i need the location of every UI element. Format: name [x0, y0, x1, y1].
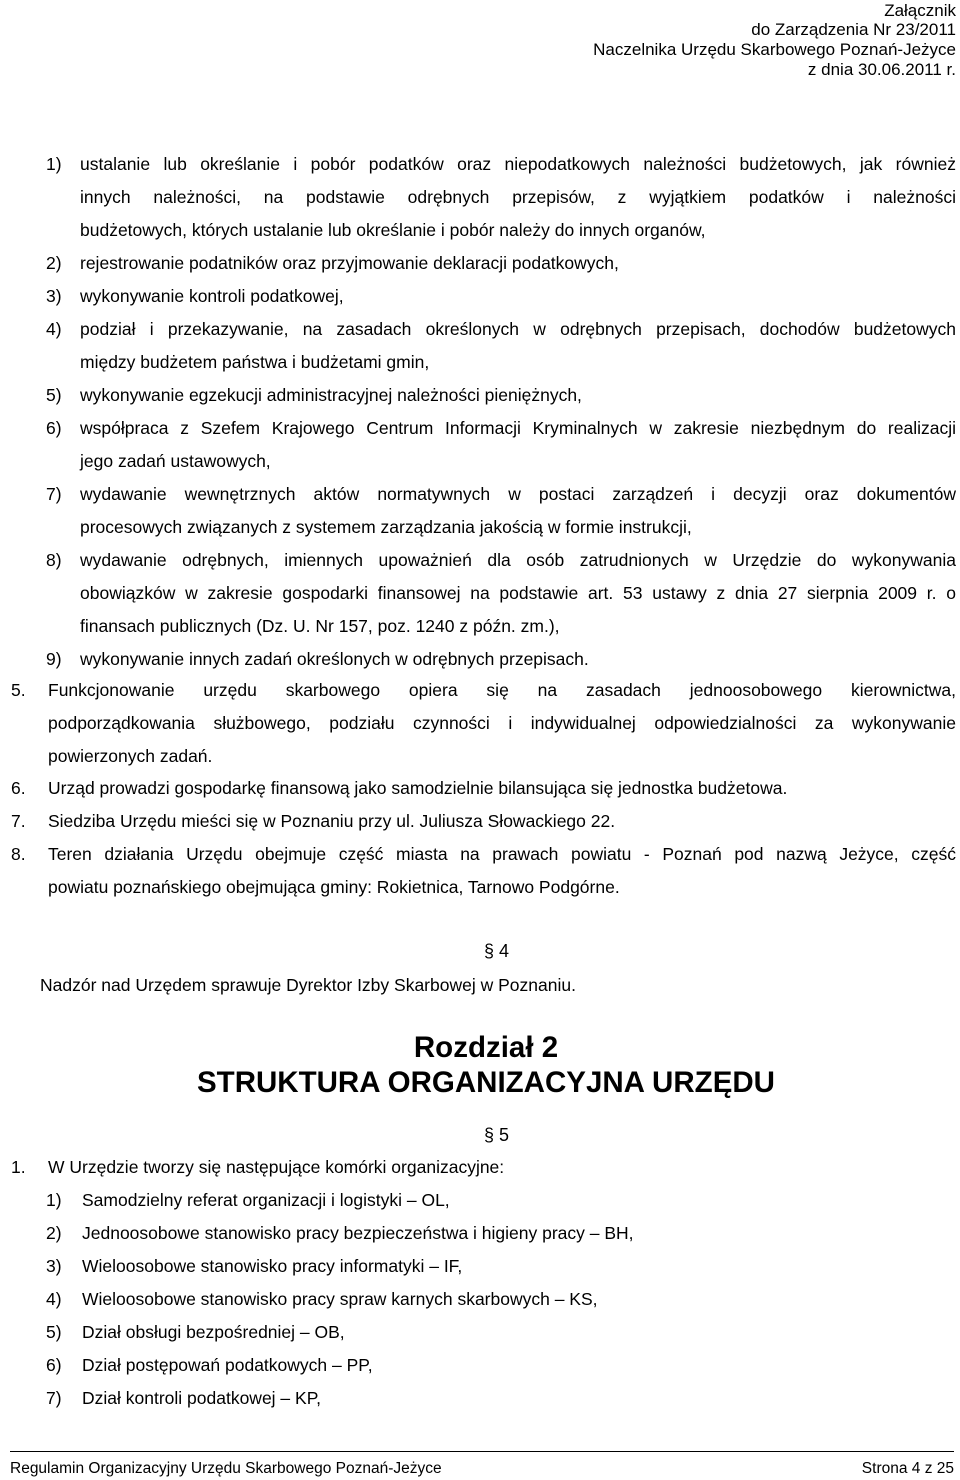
point-text: Teren działania Urzędu obejmuje część miasta na prawach powiatu - Poznań pod nazwą Jeżyce, część — [48, 844, 956, 864]
list-item-text: finansach publicznych (Dz. U. Nr 157, poz. 1240 z późn. zm.), — [80, 616, 560, 636]
list-item-number: 7) — [46, 1388, 62, 1408]
list-item-text: wykonywanie egzekucji administracyjnej należności pieniężnych, — [80, 385, 582, 405]
list-item-number: 8) — [46, 550, 62, 570]
list-item-number: 5) — [46, 1322, 62, 1342]
list-item-text: wykonywanie innych zadań określonych w odrębnych przepisach. — [80, 649, 589, 669]
header-order-number: do Zarządzenia Nr 23/2011 — [751, 20, 956, 39]
point-text: podporządkowania służbowego, podziału czynności i indywidualnej odpowiedzialności za wykonywanie — [48, 713, 956, 733]
list-item-text: Dział obsługi bezpośredniej – OB, — [82, 1322, 345, 1342]
list-item-text: wydawanie wewnętrznych aktów normatywnych w postaci zarządzeń i decyzji oraz dokumentów — [80, 484, 956, 504]
point-text: Urząd prowadzi gospodarkę finansową jako samodzielnie bilansująca się jednostka budżetowa. — [48, 778, 788, 798]
list-item-number: 2) — [46, 253, 62, 273]
list-item-text: Jednoosobowe stanowisko pracy bezpieczeństwa i higieny pracy – BH, — [82, 1223, 634, 1243]
list-item-text: budżetowych, których ustalanie lub określanie i pobór należy do innych organów, — [80, 220, 706, 240]
list-item-number: 6) — [46, 418, 62, 438]
list-item-text: między budżetem państwa i budżetami gmin, — [80, 352, 430, 372]
list-item-text: Wieloosobowe stanowisko pracy spraw karnych skarbowych – KS, — [82, 1289, 598, 1309]
list-item-text: Samodzielny referat organizacji i logistyki – OL, — [82, 1190, 450, 1210]
list-item-text: jego zadań ustawowych, — [80, 451, 271, 471]
list-item-text: współpraca z Szefem Krajowego Centrum Informacji Kryminalnych w zakresie niezbędnym do realizacji — [80, 418, 956, 438]
point-number: 7. — [11, 811, 26, 831]
list-item-text: wykonywanie kontroli podatkowej, — [80, 286, 344, 306]
section-5-intro: W Urzędzie tworzy się następujące komórki organizacyjne: — [48, 1157, 505, 1177]
list-item-number: 2) — [46, 1223, 62, 1243]
list-item-number: 7) — [46, 484, 62, 504]
point-number: 6. — [11, 778, 26, 798]
list-item-number: 1) — [46, 154, 62, 174]
point-text: Funkcjonowanie urzędu skarbowego opiera się na zasadach jednoosobowego kierownictwa, — [48, 680, 956, 700]
list-item-text: procesowych związanych z systemem zarządzania jakością w formie instrukcji, — [80, 517, 692, 537]
point-text: Siedziba Urzędu mieści się w Poznaniu przy ul. Juliusza Słowackiego 22. — [48, 811, 616, 831]
chapter-subtitle: STRUKTURA ORGANIZACYJNA URZĘDU — [197, 1066, 775, 1099]
page-footer — [10, 1451, 954, 1478]
list-item-text: Wieloosobowe stanowisko pracy informatyki – IF, — [82, 1256, 463, 1276]
list-item-text: ustalanie lub określanie i pobór podatków oraz niepodatkowych należności budżetowych, jak również — [80, 154, 956, 174]
list-item-text: rejestrowanie podatników oraz przyjmowanie deklaracji podatkowych, — [80, 253, 619, 273]
list-item-number: 6) — [46, 1355, 62, 1375]
section-5-mark: § 5 — [484, 1125, 510, 1145]
chapter-title: Rozdział 2 — [413, 1031, 559, 1064]
list-item-text: Dział kontroli podatkowej – KP, — [82, 1388, 321, 1408]
list-item-text: obowiązków w zakresie gospodarki finansowej na podstawie art. 53 ustawy z dnia 27 sierpnia 2009 r. o — [80, 583, 956, 603]
section-4-text: Nadzór nad Urzędem sprawuje Dyrektor Izby Skarbowej w Poznaniu. — [40, 975, 576, 995]
list-item-number: 4) — [46, 319, 62, 339]
list-item-text: wydawanie odrębnych, imiennych upoważnień dla osób zatrudnionych w Urzędzie do wykonywania — [80, 550, 956, 570]
header-issuer: Naczelnika Urzędu Skarbowego Poznań-Jeżyce — [593, 40, 956, 59]
list-item-text: podział i przekazywanie, na zasadach określonych w odrębnych przepisach, dochodów budżetowych — [80, 319, 956, 339]
point-number: 1. — [11, 1157, 26, 1177]
list-item-number: 1) — [46, 1190, 62, 1210]
header-annex-label: Załącznik — [884, 1, 956, 20]
header-date: z dnia 30.06.2011 r. — [807, 60, 956, 79]
list-item-number: 9) — [46, 649, 62, 669]
list-item-number: 3) — [46, 286, 62, 306]
point-text: powiatu poznańskiego obejmująca gminy: Rokietnica, Tarnowo Podgórne. — [48, 877, 620, 897]
list-item-number: 4) — [46, 1289, 62, 1309]
list-item-number: 3) — [46, 1256, 62, 1276]
list-item-text: Dział postępowań podatkowych – PP, — [82, 1355, 373, 1375]
list-item-number: 5) — [46, 385, 62, 405]
footer-page-number: Strona 4 z 25 — [861, 1460, 954, 1477]
point-number: 5. — [11, 680, 26, 700]
list-item-text: innych należności, na podstawie odrębnych przepisów, z wyjątkiem podatków i należności — [80, 187, 956, 207]
point-number: 8. — [11, 844, 26, 864]
point-text: powierzonych zadań. — [48, 746, 213, 766]
section-4-mark: § 4 — [484, 941, 510, 961]
footer-document-title: Regulamin Organizacyjny Urzędu Skarbowego Poznań-Jeżyce — [10, 1460, 442, 1477]
